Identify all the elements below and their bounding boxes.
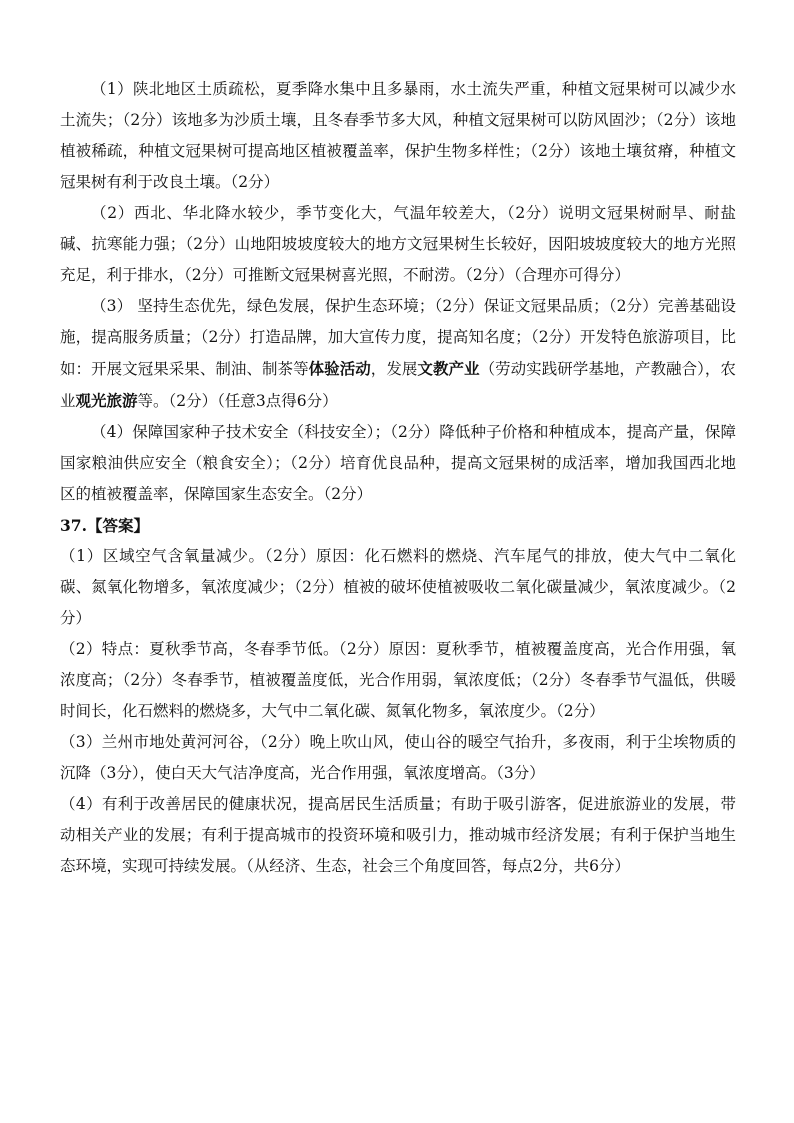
answer-37-part-2: （2）特点：夏秋季节高，冬春季节低。（2分）原因：夏秋季节，植被覆盖度高，光合作用强，氧浓度高；（2分）冬春季节，植被覆盖度低，光合作用弱，氧浓度低；（2分）冬春季节气温低，供暖时间长，化石燃料的燃烧多，大气中二氧化碳、氮氧化物多，氧浓度少。（2分） [60, 640, 736, 720]
answer-36-part-3-text: （3） 坚持生态优先，绿色发展，保护生态环境；（2分）保证文冠果品质；（2分）完善基础设施，提高服务质量；（2分）打造品牌，加大宣传力度，提高知名度；（2分）开发特色旅游项目，比如：开展文冠果采果、制油、制茶等 [60, 297, 736, 378]
question-37-heading: 37.【答案】 [60, 516, 149, 535]
answer-36-part-3-text: ，发展 [370, 360, 418, 378]
answer-36-part-3-text: （劳动实践研学基地，产教融合），农业 [60, 360, 736, 410]
answer-36-part-3-bold-culture: 文教产业 [417, 359, 480, 378]
answer-36-part-3-text: 等。（2分）（任意3点得6分） [137, 392, 338, 410]
answer-36-part-2: （2）西北、华北降水较少，季节变化大，气温年较差大，（2分）说明文冠果树耐旱、耐盐碱、抗寒能力强；（2分）山地阳坡坡度较大的地方文冠果树生长较好，因阳坡坡度较大的地方光照充足，利于排水，（2分）可推断文冠果树喜光照，不耐涝。（2分）（合理亦可得分） [60, 204, 736, 284]
answer-36-part-1: （1）陕北地区土质疏松，夏季降水集中且多暴雨，水土流失严重，种植文冠果树可以减少水土流失；（2分）该地多为沙质土壤，且冬春季节多大风，种植文冠果树可以防风固沙；（2分）该地植被稀疏，种植文冠果树可提高地区植被覆盖率，保护生物多样性；（2分）该地土壤贫瘠，种植文冠果树有利于改良土壤。（2分） [60, 80, 736, 191]
answer-36-part-4: （4）保障国家种子技术安全（科技安全）；（2分）降低种子价格和种植成本，提高产量，保障国家粮油供应安全（粮食安全）；（2分）培育优良品种，提高文冠果树的成活率，增加我国西北地区的植被覆盖率，保障国家生态安全。（2分） [60, 423, 736, 503]
answer-37-part-3: （3）兰州市地处黄河河谷，（2分）晚上吹山风，使山谷的暖空气抬升，多夜雨，利于尘埃物质的沉降（3分），使白天大气洁净度高，光合作用强，氧浓度增高。（3分） [60, 733, 736, 782]
answer-36-part-3-bold-tourism: 观光旅游 [75, 391, 138, 410]
answer-36-part-3 [60, 291, 736, 417]
answer-37-part-4: （4）有利于改善居民的健康状况，提高居民生活质量；有助于吸引游客，促进旅游业的发展，带动相关产业的发展；有利于提高城市的投资环境和吸引力，推动城市经济发展；有利于保护当地生态环境，实现可持续发展。（从经济、生态，社会三个角度回答，每点2分，共6分） [60, 795, 736, 875]
answer-36-part-3-bold-experience: 体验活动 [308, 359, 371, 378]
answer-37-part-1: （1）区域空气含氧量减少。（2分）原因：化石燃料的燃烧、汽车尾气的排放，使大气中二氧化碳、氮氧化物增多，氧浓度减少；（2分）植被的破坏使植被吸收二氧化碳量减少，氧浓度减少。（2分） [60, 547, 736, 627]
answer-page [60, 74, 736, 882]
